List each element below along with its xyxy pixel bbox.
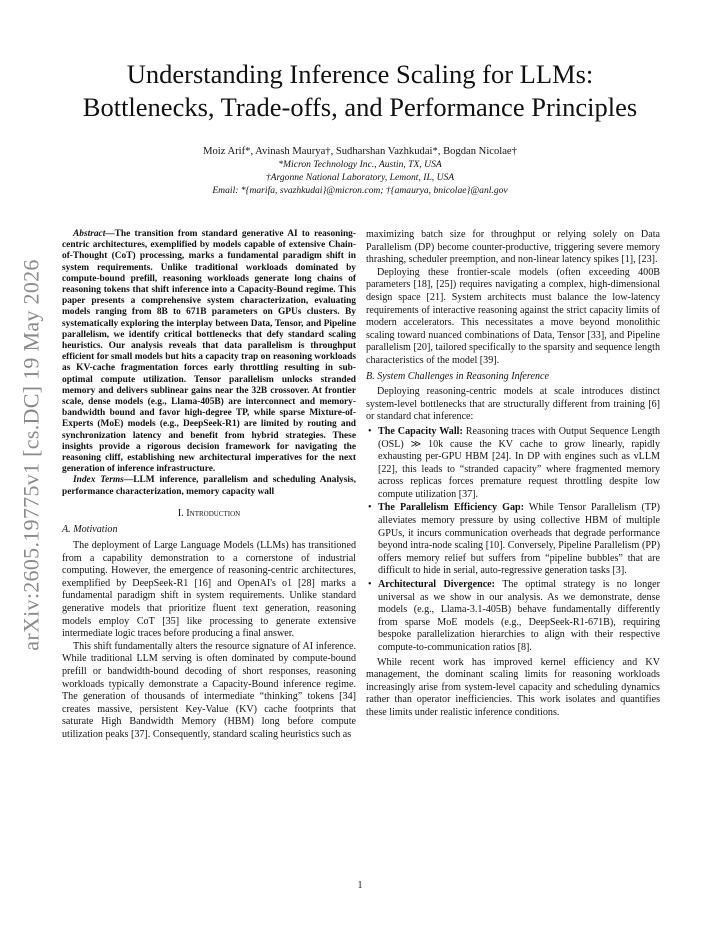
motivation-paragraph-2: This shift fundamentally alters the resource signature of AI inference. While traditional LLM serving is often dominated by compute-bound prefill or bandwidth-bound decoding of short responses, reasoning workloads typically demonstrate a Capacity-Bound inference regime. The generation of thousands of intermediate “thinking” tokens [34] creates massive, persistent Key-Value (KV) cache footprints that saturate High Bandwidth Memory (HBM) long before compute utilization peaks [37]. Consequently, standard scaling heuristics such as — [62, 640, 356, 740]
author-list: Moiz Arif*, Avinash Maurya†, Sudharshan Vazhkudai*, Bogdan Nicolae† — [203, 146, 517, 157]
index-terms-body: —LLM inference, parallelism and scheduling Analysis, performance characterization, memory capacity wall — [62, 475, 356, 497]
arxiv-stamp — [12, 250, 52, 660]
bullet-icon: • — [368, 579, 372, 591]
abstract-body: —The transition from standard generative AI to reasoning-centric architectures, exemplified by models capable of extensive Chain-of-Thought (CoT) processing, marks a fundamental paradigm shift in system requirements. Unlike traditional workloads dominated by compute-bound prefill, reasoning workloads generate long chains of reasoning tokens that shift inference into a Capacity-Bound regime. This paper presents a comprehensive system characterization, evaluating models ranging from 8B to 671B parameters on GPUs clusters. By systematically exploring the interplay between Data, Tensor, and Pipeline parallelism, we identify critical bottlenecks that defy standard scaling heuristics. Our analysis reveals that data parallelism is throughput efficient for small models but hits a capacity trap on reasoning workloads as KV-cache fragmentation forces early throttling resulting in sub-optimal compute utilization. Tensor parallelism unlocks stranded memory and delivers sublinear gains near the 32B crossover. At frontier scale, dense models (e.g., Llama-405B) are interconnect and memory-bandwidth bound and favor high-degree TP, while sparse Mixture-of-Experts (MoE) models (e.g., DeepSeek-R1) are limited by routing and synchronization latency and benefit from hybrid strategies. These insights provide a rigorous decision framework for navigating the reasoning cliff, establishing new architectural imperatives for the next generation of inference infrastructure. — [62, 229, 356, 475]
right-paragraph-4: While recent work has improved kernel efficiency and KV management, the dominant scaling limits for reasoning workloads increasingly arise from system-level capacity and scheduling dynamics rather than operator inefficiencies. This work isolates and quantifies these limits under realistic inference conditions. — [366, 656, 660, 718]
affiliation-argonne: †Argonne National Laboratory, Lemont, IL, USA — [265, 172, 455, 183]
bullet-icon: • — [368, 502, 372, 514]
list-item — [368, 502, 660, 578]
left-column — [62, 229, 356, 742]
motivation-paragraph-1: The deployment of Large Language Models (LLMs) has transitioned from a capability demonstration to a cornerstone of industrial computing. However, the emergence of reasoning-centric architectures, exemplified by DeepSeek-R1 [16] and OpenAI's o1 [28] marks a fundamental paradigm shift in system requirements. Unlike standard generative models that prioritize fluent text generation, reasoning models employ CoT [35] like processing to generate extensive intermediate logic traces before producing a final answer. — [62, 540, 356, 640]
index-terms-lead: Index Terms — [73, 475, 124, 486]
list-item — [368, 425, 660, 502]
challenge-list — [366, 426, 660, 655]
abstract — [62, 229, 356, 475]
index-terms — [62, 475, 356, 497]
right-paragraph-1: maximizing batch size for throughput or relying solely on Data Parallelism (DP) become counter-productive, triggering severe memory thrashing, scheduler preemption, and non-linear latency spikes [1], [23]. — [366, 229, 660, 266]
abstract-lead: Abstract — [73, 229, 106, 239]
author-emails: Email: *{marifa, svazhkudai}@micron.com; †{amaurya, bnicolae}@anl.gov — [212, 185, 508, 196]
subsection-heading-system-challenges: B. System Challenges in Reasoning Inference — [366, 370, 549, 382]
bullet-term: The Parallelism Efficiency Gap: — [378, 502, 524, 514]
affiliation-micron: *Micron Technology Inc., Austin, TX, USA — [278, 159, 442, 170]
bullet-text: The optimal strategy is no longer universal as we show in our analysis. As we demonstrate, dense models (e.g., Llama-3.1-405B) behave fundamentally differently from sparse MoE models (e.g., DeepSeek-R1-671B), requiring bespoke parallelization hierarchies to align with their respective compute-to-communication ratios [8]. — [378, 579, 661, 653]
right-column — [366, 229, 660, 720]
bullet-text: Reasoning traces with Output Sequence Length (OSL) ≫ 10k cause the KV cache to grow linearly, rapidly exhausting per-GPU HBM [24]. In DP with engines such as vLLM [22], this leads to “stranded capacity” where fragmented memory across replicas forces premature request throttling despite low compute utilization [37]. — [378, 425, 660, 500]
section-heading-introduction: I. Introduction — [177, 507, 241, 519]
bullet-term: The Capacity Wall: — [378, 425, 463, 437]
bullet-term: Architectural Divergence: — [378, 579, 496, 591]
list-item — [368, 579, 661, 655]
arxiv-stamp-text: arXiv:2605.19775v1 [cs.DC] 19 May 2026 — [19, 259, 45, 651]
bullet-icon: • — [368, 425, 372, 437]
bullet-text: While Tensor Parallelism (TP) alleviates memory pressure by using collective HBM of multiple GPUs, it incurs communication overheads that degrade performance beyond intra-node scaling [10]. Conversely, Pipeline Parallelism (PP) offers memory relief but suffers from “pipeline bubbles” that are difficult to hide in serial, auto-regressive generation tasks [3]. — [378, 502, 660, 577]
paper-title-line-1: Understanding Inference Scaling for LLMs: — [126, 59, 594, 89]
subsection-heading-motivation: A. Motivation — [62, 524, 118, 536]
paper-title-line-2: Bottlenecks, Trade-offs, and Performance Principles — [82, 92, 638, 122]
page-number: 1 — [357, 880, 363, 891]
right-paragraph-3: Deploying reasoning-centric models at scale introduces distinct system-level bottlenecks that are structurally different from training [6] or standard chat inference: — [366, 386, 660, 423]
right-paragraph-2: Deploying these frontier-scale models (often exceeding 400B parameters [18], [25]) requires navigating a complex, high-dimensional design space [21]. System architects must balance the low-latency requirements of interactive reasoning against the strict capacity limits of modern accelerators. This necessitates a move beyond monolithic scaling toward nuanced combinations of Data, Tensor [33], and Pipeline parallelism [20], tailored specifically to the sparsity and sequence length characteristics of the model [39]. — [366, 266, 660, 366]
